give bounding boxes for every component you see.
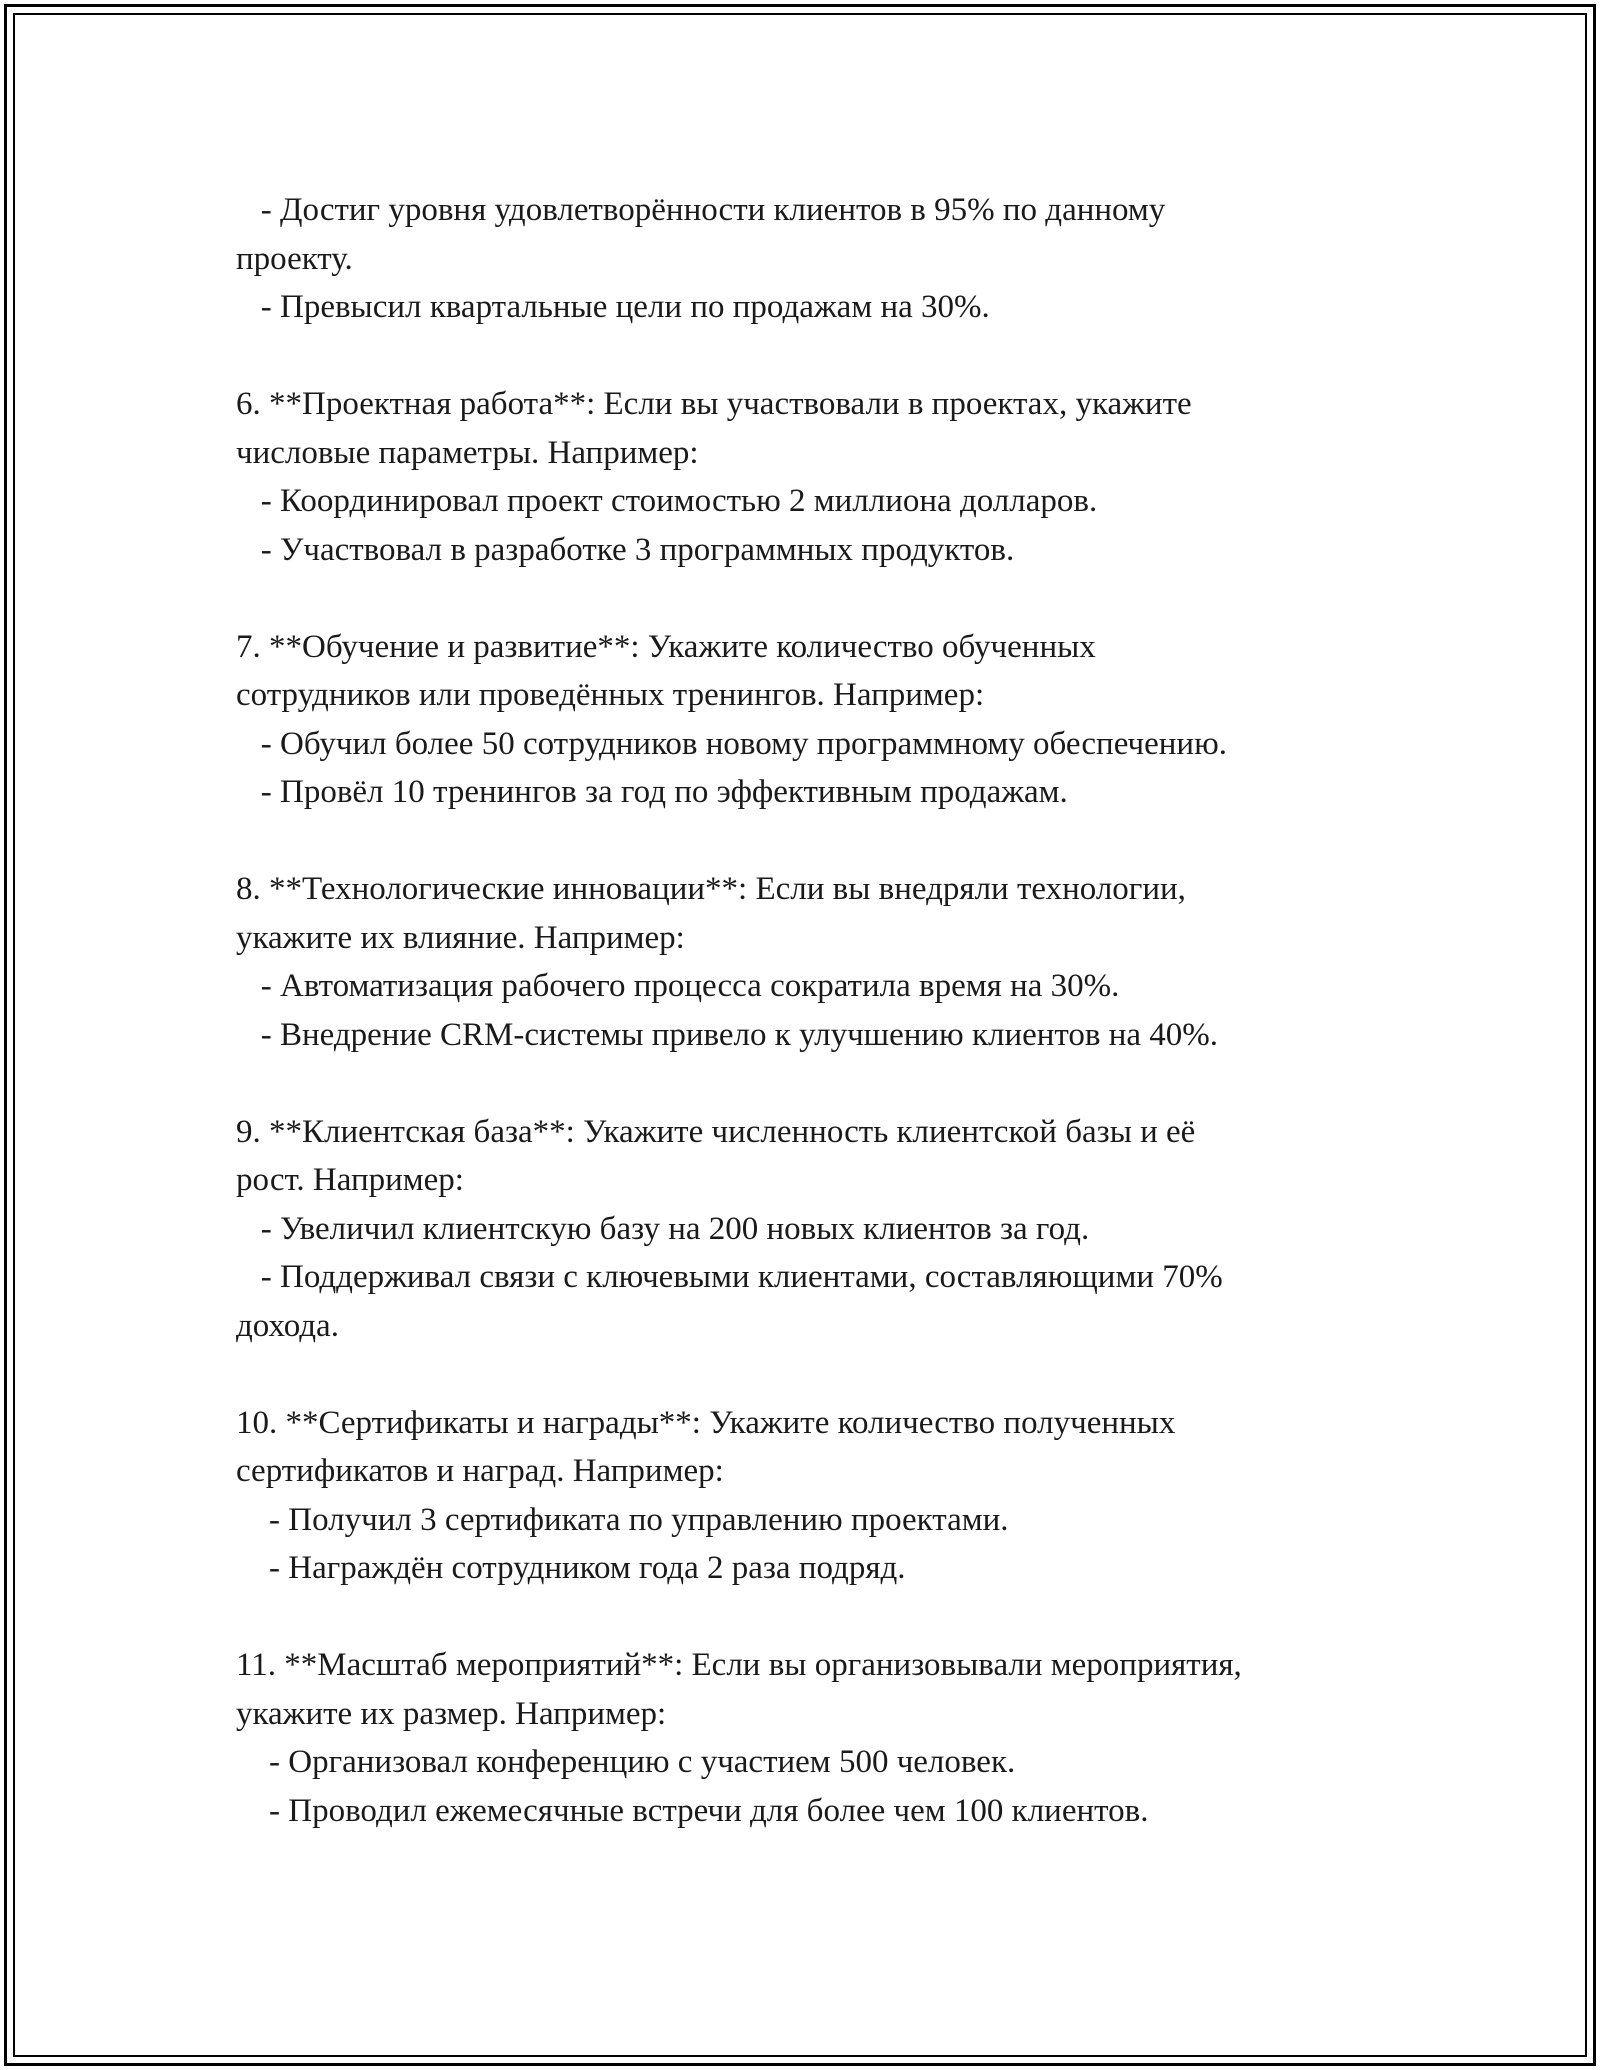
section-certificates xyxy=(236,1399,1366,1593)
section-heading-line: 8. **Технологические инновации**: Если вы внедряли технологии, xyxy=(236,871,1186,907)
paragraph-gap xyxy=(236,574,1366,623)
list-item: - Награждён сотрудником года 2 раза подряд. xyxy=(236,1550,906,1586)
section-heading-line: 11. **Масштаб мероприятий**: Если вы организовывали мероприятия, xyxy=(236,1647,1242,1683)
document-body xyxy=(236,186,1366,1835)
section-heading-line: 6. **Проектная работа**: Если вы участвовали в проектах, укажите xyxy=(236,386,1192,422)
paragraph-gap xyxy=(236,1059,1366,1108)
paragraph-gap xyxy=(236,817,1366,866)
section-heading-line: 9. **Клиентская база**: Укажите численность клиентской базы и её xyxy=(236,1113,1196,1150)
text-line: - Превысил квартальные цели по продажам на 30%. xyxy=(236,289,990,325)
section-heading-line: 10. **Сертификаты и награды**: Укажите количество полученных xyxy=(236,1404,1176,1441)
text-line: укажите их размер. Например: xyxy=(236,1695,667,1732)
section-training xyxy=(236,623,1366,817)
intro-block xyxy=(236,186,1366,332)
section-events xyxy=(236,1641,1366,1835)
text-line: дохода. xyxy=(236,1307,339,1344)
list-item: - Проводил ежемесячные встречи для более чем 100 клиентов. xyxy=(236,1792,1149,1829)
list-item: - Участвовал в разработке 3 программных продуктов. xyxy=(236,531,1015,568)
list-item: - Автоматизация рабочего процесса сократила время на 30%. xyxy=(236,968,1120,1004)
section-tech-innovation xyxy=(236,865,1366,1059)
text-line: сотрудников или проведённых тренингов. Например: xyxy=(236,677,985,713)
paragraph-gap xyxy=(236,1350,1366,1399)
text-line: рост. Например: xyxy=(236,1162,464,1198)
list-item: - Организовал конференцию с участием 500 человек. xyxy=(236,1744,1016,1780)
list-item: - Координировал проект стоимостью 2 миллиона долларов. xyxy=(236,483,1098,519)
paragraph-gap xyxy=(236,332,1366,381)
section-heading-line: 7. **Обучение и развитие**: Укажите количество обученных xyxy=(236,628,1096,665)
list-item: - Внедрение CRM-системы привело к улучшению клиентов на 40%. xyxy=(236,1016,1219,1053)
list-item: - Увеличил клиентскую базу на 200 новых клиентов за год. xyxy=(236,1210,1090,1247)
paragraph-gap xyxy=(236,1593,1366,1642)
section-project-work xyxy=(236,380,1366,574)
text-line: - Достиг уровня удовлетворённости клиентов в 95% по данному xyxy=(236,192,1166,228)
section-client-base xyxy=(236,1108,1366,1351)
list-item: - Получил 3 сертификата по управлению проектами. xyxy=(236,1501,1009,1538)
list-item: - Поддерживал связи с ключевыми клиентами, составляющими 70% xyxy=(236,1259,1223,1295)
text-line: укажите их влияние. Например: xyxy=(236,919,685,956)
text-line: сертификатов и наград. Например: xyxy=(236,1453,724,1489)
text-line: числовые параметры. Например: xyxy=(236,434,699,471)
list-item: - Провёл 10 тренингов за год по эффективным продажам. xyxy=(236,774,1068,810)
list-item: - Обучил более 50 сотрудников новому программному обеспечению. xyxy=(236,725,1227,762)
text-line: проекту. xyxy=(236,240,353,277)
